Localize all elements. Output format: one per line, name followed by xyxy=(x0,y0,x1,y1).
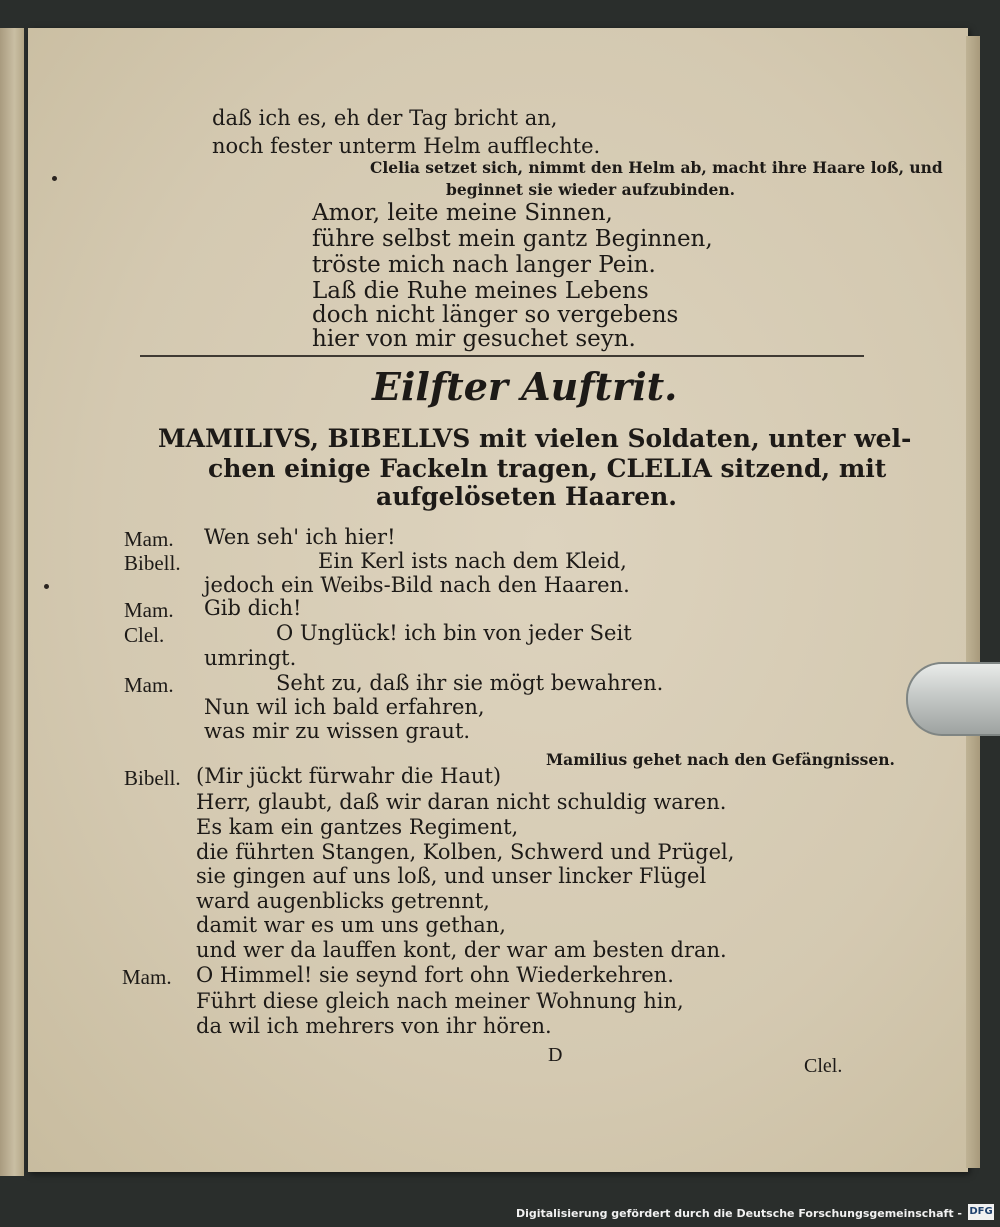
song-line: doch nicht länger so vergebens xyxy=(312,302,679,328)
page-stack-edge xyxy=(966,36,980,1168)
section-divider xyxy=(140,355,864,357)
dialogue-line: Es kam ein gantzes Regiment, xyxy=(196,815,519,839)
dialogue-line: was mir zu wissen graut. xyxy=(204,719,471,743)
dialogue-line: umringt. xyxy=(204,646,297,670)
stage-direction: beginnet sie wieder aufzubinden. xyxy=(446,180,736,199)
speaker-label: Bibell. xyxy=(124,551,181,575)
cast-line: chen einige Fackeln tragen, CLELIA sitzend, mit xyxy=(208,454,887,483)
speaker-label: Mam. xyxy=(122,965,172,989)
footer-credit: Digitalisierung gefördert durch die Deutsche Forschungsgemeinschaft - xyxy=(515,1207,962,1220)
dialogue-line: ward augenblicks getrennt, xyxy=(196,889,490,913)
cast-line: MAMILIVS, BIBELLVS mit vielen Soldaten, unter wel- xyxy=(158,424,912,453)
speaker-label: Mam. xyxy=(124,598,174,622)
previous-page-edge xyxy=(0,28,24,1176)
stage-direction: Mamilius gehet nach den Gefängnissen. xyxy=(546,750,895,769)
cast-line: aufgelöseten Haaren. xyxy=(376,482,677,511)
speaker-label: Mam. xyxy=(124,673,174,697)
verse-line: noch fester unterm Helm aufflechte. xyxy=(212,134,601,158)
dialogue-line: Nun wil ich bald erfahren, xyxy=(204,695,485,719)
catchword: Clel. xyxy=(804,1055,843,1077)
ink-speck xyxy=(44,584,49,589)
song-line: tröste mich nach langer Pein. xyxy=(312,252,656,278)
dialogue-line: und wer da lauffen kont, der war am besten dran. xyxy=(196,938,727,962)
verse-line: daß ich es, eh der Tag bricht an, xyxy=(212,106,558,130)
dialogue-line: Ein Kerl ists nach dem Kleid, xyxy=(318,549,627,573)
speaker-label: Bibell. xyxy=(124,766,181,790)
dialogue-line: Herr, glaubt, daß wir daran nicht schuldig waren. xyxy=(196,790,727,814)
song-line: Amor, leite meine Sinnen, xyxy=(312,200,613,226)
dialogue-line: jedoch ein Weibs-Bild nach den Haaren. xyxy=(204,573,630,597)
stage-direction: Clelia setzet sich, nimmt den Helm ab, macht ihre Haare loß, und xyxy=(370,158,943,177)
song-line: hier von mir gesuchet seyn. xyxy=(312,326,636,352)
dialogue-line: sie gingen auf uns loß, und unser lincker Flügel xyxy=(196,864,707,888)
dialogue-line: Wen seh' ich hier! xyxy=(204,525,396,549)
speaker-label: Mam. xyxy=(124,527,174,551)
dialogue-line: (Mir jückt fürwahr die Haut) xyxy=(196,764,502,788)
dialogue-line: Seht zu, daß ihr sie mögt bewahren. xyxy=(276,671,664,695)
ink-speck xyxy=(52,176,57,181)
dialogue-line: da wil ich mehrers von ihr hören. xyxy=(196,1014,552,1038)
song-line: Laß die Ruhe meines Lebens xyxy=(312,278,649,304)
song-line: führe selbst mein gantz Beginnen, xyxy=(312,226,713,252)
dfg-logo: DFG xyxy=(968,1204,994,1220)
dialogue-line: damit war es um uns gethan, xyxy=(196,913,506,937)
dialogue-line: O Unglück! ich bin von jeder Seit xyxy=(276,621,632,645)
dialogue-line: Führt diese gleich nach meiner Wohnung hin, xyxy=(196,989,684,1013)
signature-mark: D xyxy=(548,1044,563,1066)
page-clip-icon xyxy=(906,662,1000,736)
dialogue-line: Gib dich! xyxy=(204,596,302,620)
dialogue-line: O Himmel! sie seynd fort ohn Wiederkehren. xyxy=(196,963,674,987)
dialogue-line: die führten Stangen, Kolben, Schwerd und Prügel, xyxy=(196,840,735,864)
speaker-label: Clel. xyxy=(124,623,165,647)
scene-heading: Eilfter Auftrit. xyxy=(372,364,678,409)
